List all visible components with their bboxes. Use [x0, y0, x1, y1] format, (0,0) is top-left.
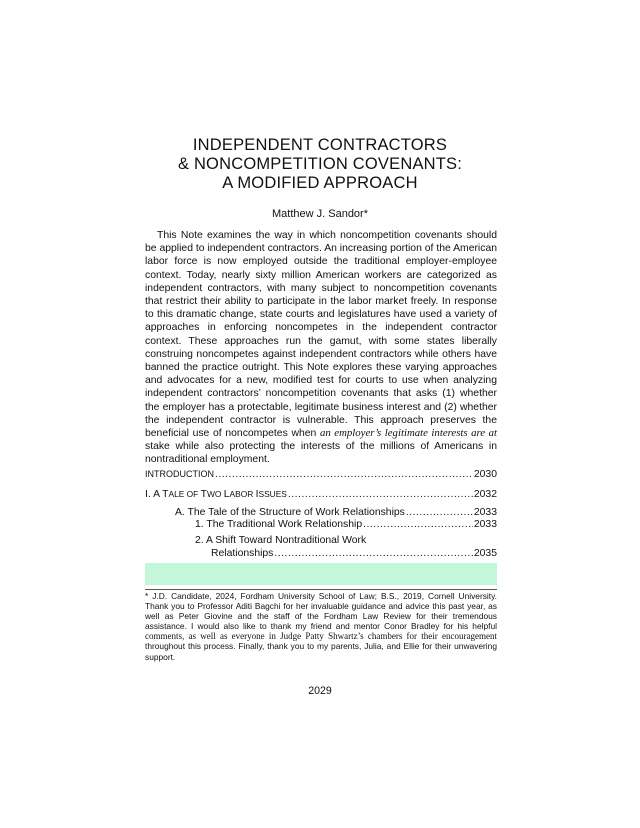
toc-item-1-label: 1. The Traditional Work Relationship: [195, 519, 363, 530]
footnote-marker: *: [145, 591, 149, 601]
toc-part-1-wo: WO: [207, 489, 224, 499]
footnote-text-1: J.D. Candidate, 2024, Fordham University School of Law; B.S., 2019, Cornell University. Thank you to Professor Aditi Bagchi for her invaluable guidance and advice this past year, as well as Peter Giovine and the staff of the Fordham Law Review for their tremendous assistance. I would also like to thank my friend and mentor Conor Bradley for his helpful: [145, 591, 497, 632]
toc-section-a-page: 2033: [473, 507, 497, 518]
title-line-3: A MODIFIED APPROACH: [222, 174, 418, 192]
highlight-band: [145, 563, 497, 585]
abstract-text-2: stake while also protecting the interests of the millions of Americans in nontraditional employment.: [145, 441, 497, 466]
toc-part-1-l: L: [223, 489, 230, 500]
toc-leader-dots: [406, 507, 473, 518]
toc-part-1-label: [145, 489, 287, 500]
abstract: [145, 229, 497, 467]
toc-leader-dots: [363, 519, 473, 530]
toc-part-1-i: I: [255, 489, 259, 500]
toc-part-1-t: T: [200, 489, 207, 500]
toc-introduction-page: 2030: [473, 469, 497, 480]
title-line-1: INDEPENDENT CONTRACTORS: [192, 136, 448, 154]
toc-leader-dots: [288, 489, 473, 500]
toc-introduction[interactable]: [145, 469, 497, 480]
toc-part-1-ssues: SSUES: [258, 489, 287, 499]
toc-part-1-a-t: A T: [153, 489, 169, 500]
toc-part-1-page: 2032: [473, 489, 497, 500]
toc-part-1[interactable]: [145, 489, 497, 500]
abstract-italic-text: an employer’s legitimate interests are at: [319, 427, 498, 440]
toc-item-2-line-2[interactable]: [211, 548, 497, 559]
toc-part-1-abor: ABOR: [229, 489, 256, 499]
toc-section-a[interactable]: [175, 507, 497, 518]
toc-leader-dots: [215, 469, 473, 480]
toc-item-2-label-line-2: Relationships: [211, 548, 274, 559]
toc-introduction-label: INTRODUCTION: [145, 469, 214, 479]
toc-part-1-numeral: I.: [145, 489, 151, 500]
footnote-rule: [145, 589, 497, 590]
toc-item-1-page: 2033: [473, 519, 497, 530]
author-name: Matthew J. Sandor*: [272, 208, 368, 220]
footnote-serif-text: comments, as well as everyone in Judge Patty Shwartz’s chambers for their encouragement: [145, 631, 497, 642]
toc-item-2-line-1[interactable]: [195, 535, 497, 546]
title-line-2: & NONCOMPETITION COVENANTS:: [177, 155, 463, 173]
footnote: [145, 591, 497, 662]
toc-part-1-ale-of: ALE OF: [168, 489, 201, 499]
footnote-text-2: throughout this process. Finally, thank you to my parents, Julia, and Ellie for their unwavering support.: [145, 641, 497, 662]
toc-item-2-label-line-1: 2. A Shift Toward Nontraditional Work: [195, 535, 367, 546]
abstract-text-1: This Note examines the way in which noncompetition covenants should be applied to independent contractors. An increasing portion of the American labor force is now employed outside the traditional employer-employee context. Today, nearly sixty million American workers are categorized as independent contractors, with many subject to noncompetition covenants that restrict their ability to participate in the labor market freely. In response to this dramatic change, state courts and legislatures have used a variety of approaches in enforcing noncompetes in the independent contractor context. These approaches run the gamut, with some states liberally construing noncompetes against independent contractors while others have banned the practice outright. This Note explores these varying approaches and advocates for a new, modified test for courts to use when analyzing independent contractors’ noncompetition covenants that asks (1) whether the employer has a protectable, legitimate business interest and (2) whether the independent contractor is vulnerable. This approach preserves the beneficial use of noncompetes when: [145, 230, 497, 440]
abstract-paragraph: [145, 229, 497, 467]
toc-item-2-page: 2035: [473, 548, 497, 559]
toc-leader-dots: [274, 548, 472, 559]
page-number: 2029: [308, 685, 332, 697]
toc-item-1[interactable]: [195, 519, 497, 530]
toc-section-a-label: A. The Tale of the Structure of Work Relationships: [175, 507, 405, 518]
